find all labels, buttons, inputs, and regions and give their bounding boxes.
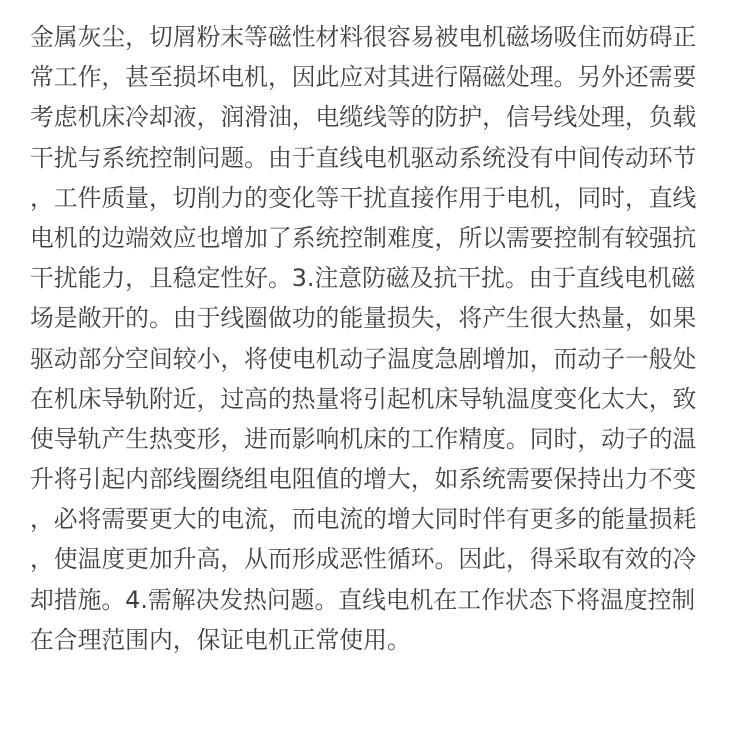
text-line: 在合理范围内，保证电机正常使用。 [30,625,411,654]
text-line: 常工作，甚至损坏电机，因此应对其进行隔磁处理。另外还需要 [30,63,697,92]
text-line: 在机床导轨附近，过高的热量将引起机床导轨温度变化太大，致 [30,384,697,413]
text-line: ，使温度更加升高，从而形成恶性循环。因此，得采取有效的冷 [30,545,697,574]
text-line: 升将引起内部线圈绕组电阻值的增大，如系统需要保持出力不变 [30,465,697,494]
text-line: ，必将需要更大的电流，而电流的增大同时伴有更多的能量损耗 [30,505,697,534]
text-line: 干扰与系统控制问题。由于直线电机驱动系统没有中间传动环节 [30,143,697,172]
text-line: 却措施。4.需解决发热问题。直线电机在工作状态下将温度控制 [30,585,696,614]
text-line: 场是敞开的。由于线圈做功的能量损失，将产生很大热量，如果 [30,304,697,333]
text-line: 电机的边端效应也增加了系统控制难度，所以需要控制有较强抗 [30,223,697,252]
text-line: 驱动部分空间较小，将使电机动子温度急剧增加，而动子一般处 [30,344,697,373]
text-line: 干扰能力，且稳定性好。3.注意防磁及抗干扰。由于直线电机磁 [30,264,696,293]
text-line: 使导轨产生热变形，进而影响机床的工作精度。同时，动子的温 [30,424,697,453]
text-line: ，工件质量，切削力的变化等干扰直接作用于电机，同时，直线 [30,183,697,212]
text-line: 考虑机床冷却液，润滑油，电缆线等的防护，信号线处理，负载 [30,103,697,132]
text-line: 金属灰尘，切屑粉末等磁性材料很容易被电机磁场吸住而妨碍正 [30,23,697,51]
